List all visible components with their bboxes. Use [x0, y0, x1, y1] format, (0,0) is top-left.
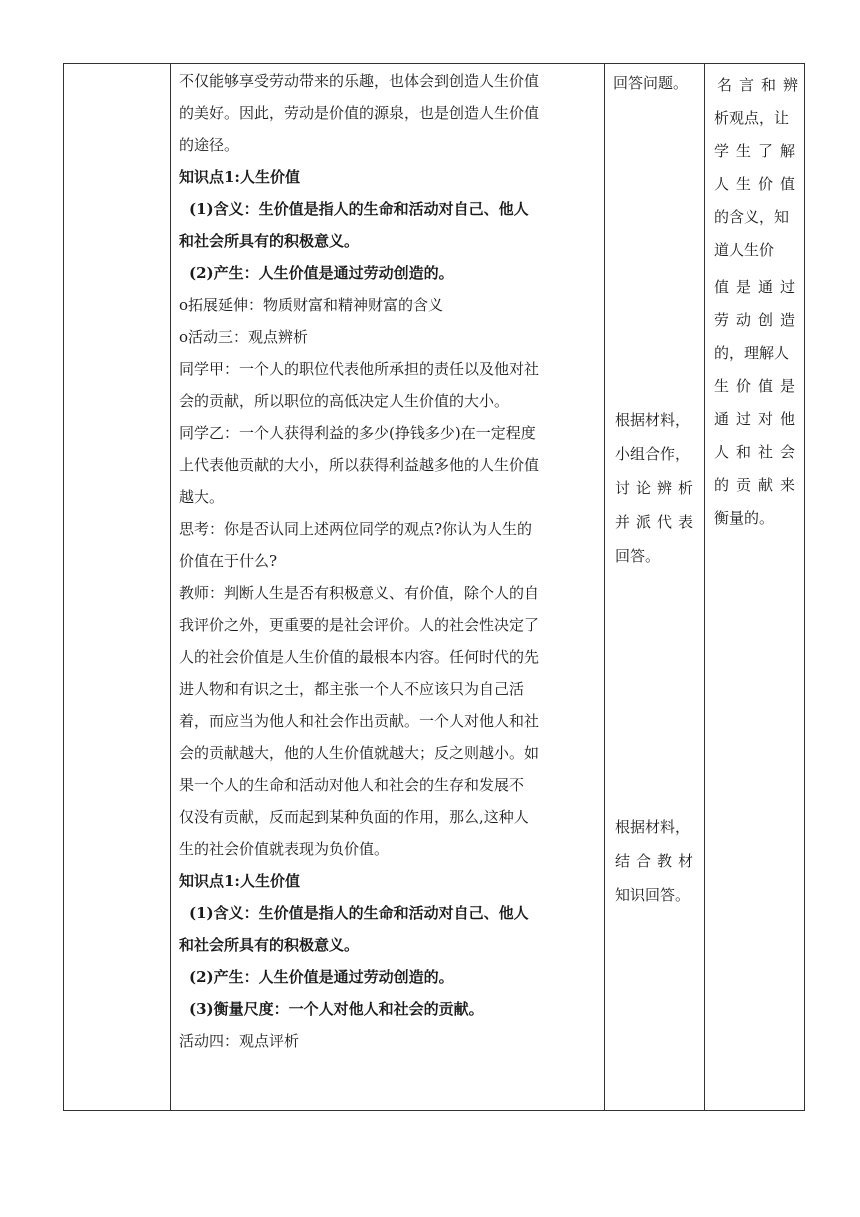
activity-heading: 活动四：观点评析 — [179, 1032, 300, 1050]
text-line: 通过对他 — [714, 410, 803, 428]
knowledge-point-heading: 知识点1:人生价值 — [179, 168, 300, 186]
text-line: 果一个人的生命和活动对他人和社会的生存和发展不 — [179, 776, 525, 794]
text-line: 结合教材 — [615, 852, 700, 870]
text-line: 人和社会 — [714, 443, 803, 461]
student-activity-cell — [605, 64, 705, 1111]
text-line: 的含义，知 — [714, 208, 790, 226]
text-line: (3)衡量尺度：一个人对他人和社会的贡献。 — [189, 1000, 484, 1018]
lesson-plan-table — [63, 63, 805, 1111]
text-line: 衡量的。 — [714, 509, 775, 527]
text-line: 值是通过 — [714, 278, 803, 296]
text-line: 仅没有贡献，反而起到某种负面的作用，那么,这种人 — [179, 808, 529, 826]
text-line: 同学甲：一个人的职位代表他所承担的责任以及他对社 — [179, 360, 540, 378]
text-line: 的，理解人 — [714, 344, 790, 362]
text-line: 劳动创造 — [714, 311, 803, 329]
text-line: 着，而应当为他人和社会作出贡献。一个人对他人和社 — [179, 712, 540, 730]
text-line: 上代表他贡献的大小，所以获得利益越多他的人生价值 — [179, 456, 540, 474]
text-line: 不仅能够享受劳动带来的乐趣，也体会到创造人生价值 — [179, 72, 540, 90]
text-line: 会的贡献，所以职位的高低决定人生价值的大小。 — [179, 392, 510, 410]
text-line: o拓展延伸：物质财富和精神财富的含义 — [179, 296, 444, 314]
text-line: 的贡献来 — [714, 476, 803, 494]
text-line: (2)产生：人生价值是通过劳动创造的。 — [189, 968, 454, 986]
text-line: 和社会所具有的积极意义。 — [179, 936, 360, 954]
text-line: 进人物和有识之士，都主张一个人不应该只为自己活 — [179, 680, 525, 698]
text-line: 根据材料， — [615, 411, 691, 429]
text-line: 析观点，让 — [714, 109, 790, 127]
text-line: 教师：判断人生是否有积极意义、有价值，除个人的自 — [179, 584, 540, 602]
design-intent-cell — [705, 64, 805, 1111]
text-line: 知识回答。 — [615, 886, 691, 904]
text-line: 生的社会价值就表现为负价值。 — [179, 840, 390, 858]
text-line: 生价值是 — [714, 377, 803, 395]
text-line: 和社会所具有的积极意义。 — [179, 232, 360, 250]
activity-heading: o活动三：观点辨析 — [179, 328, 309, 346]
text-line: (2)产生：人生价值是通过劳动创造的。 — [189, 264, 454, 282]
text-line: 并派代表 — [615, 513, 700, 531]
text-line: 讨论辨析 — [615, 479, 700, 497]
text-line: 我评价之外，更重要的是社会评价。人的社会性决定了 — [179, 616, 540, 634]
text-line: 名言和辨 — [717, 76, 806, 94]
text-line: 回答问题。 — [613, 74, 689, 92]
text-line: 小组合作， — [615, 445, 691, 463]
text-line: 学生了解 — [714, 142, 803, 160]
knowledge-point-heading: 知识点1:人生价值 — [179, 872, 300, 890]
text-line: (1)含义：生价值是指人的生命和活动对自己、他人 — [189, 200, 529, 218]
teacher-activity-cell — [171, 64, 605, 1111]
text-line: 回答。 — [615, 547, 661, 565]
text-line: 的途径。 — [179, 136, 240, 154]
text-line: 的美好。因此，劳动是价值的源泉，也是创造人生价值 — [179, 104, 540, 122]
text-line: 思考：你是否认同上述两位同学的观点?你认为人生的 — [179, 520, 533, 538]
empty-left-cell — [64, 64, 171, 1111]
text-line: 同学乙：一个人获得利益的多少(挣钱多少)在一定程度 — [179, 424, 536, 442]
text-line: 根据材料， — [615, 818, 691, 836]
text-line: 会的贡献越大，他的人生价值就越大；反之则越小。如 — [179, 744, 540, 762]
text-line: (1)含义：生价值是指人的生命和活动对自己、他人 — [189, 904, 529, 922]
text-line: 价值在于什么? — [179, 552, 278, 570]
text-line: 越大。 — [179, 488, 225, 506]
text-line: 道人生价 — [714, 241, 775, 259]
text-line: 人生价值 — [714, 175, 803, 193]
text-line: 人的社会价值是人生价值的最根本内容。任何时代的先 — [179, 648, 540, 666]
